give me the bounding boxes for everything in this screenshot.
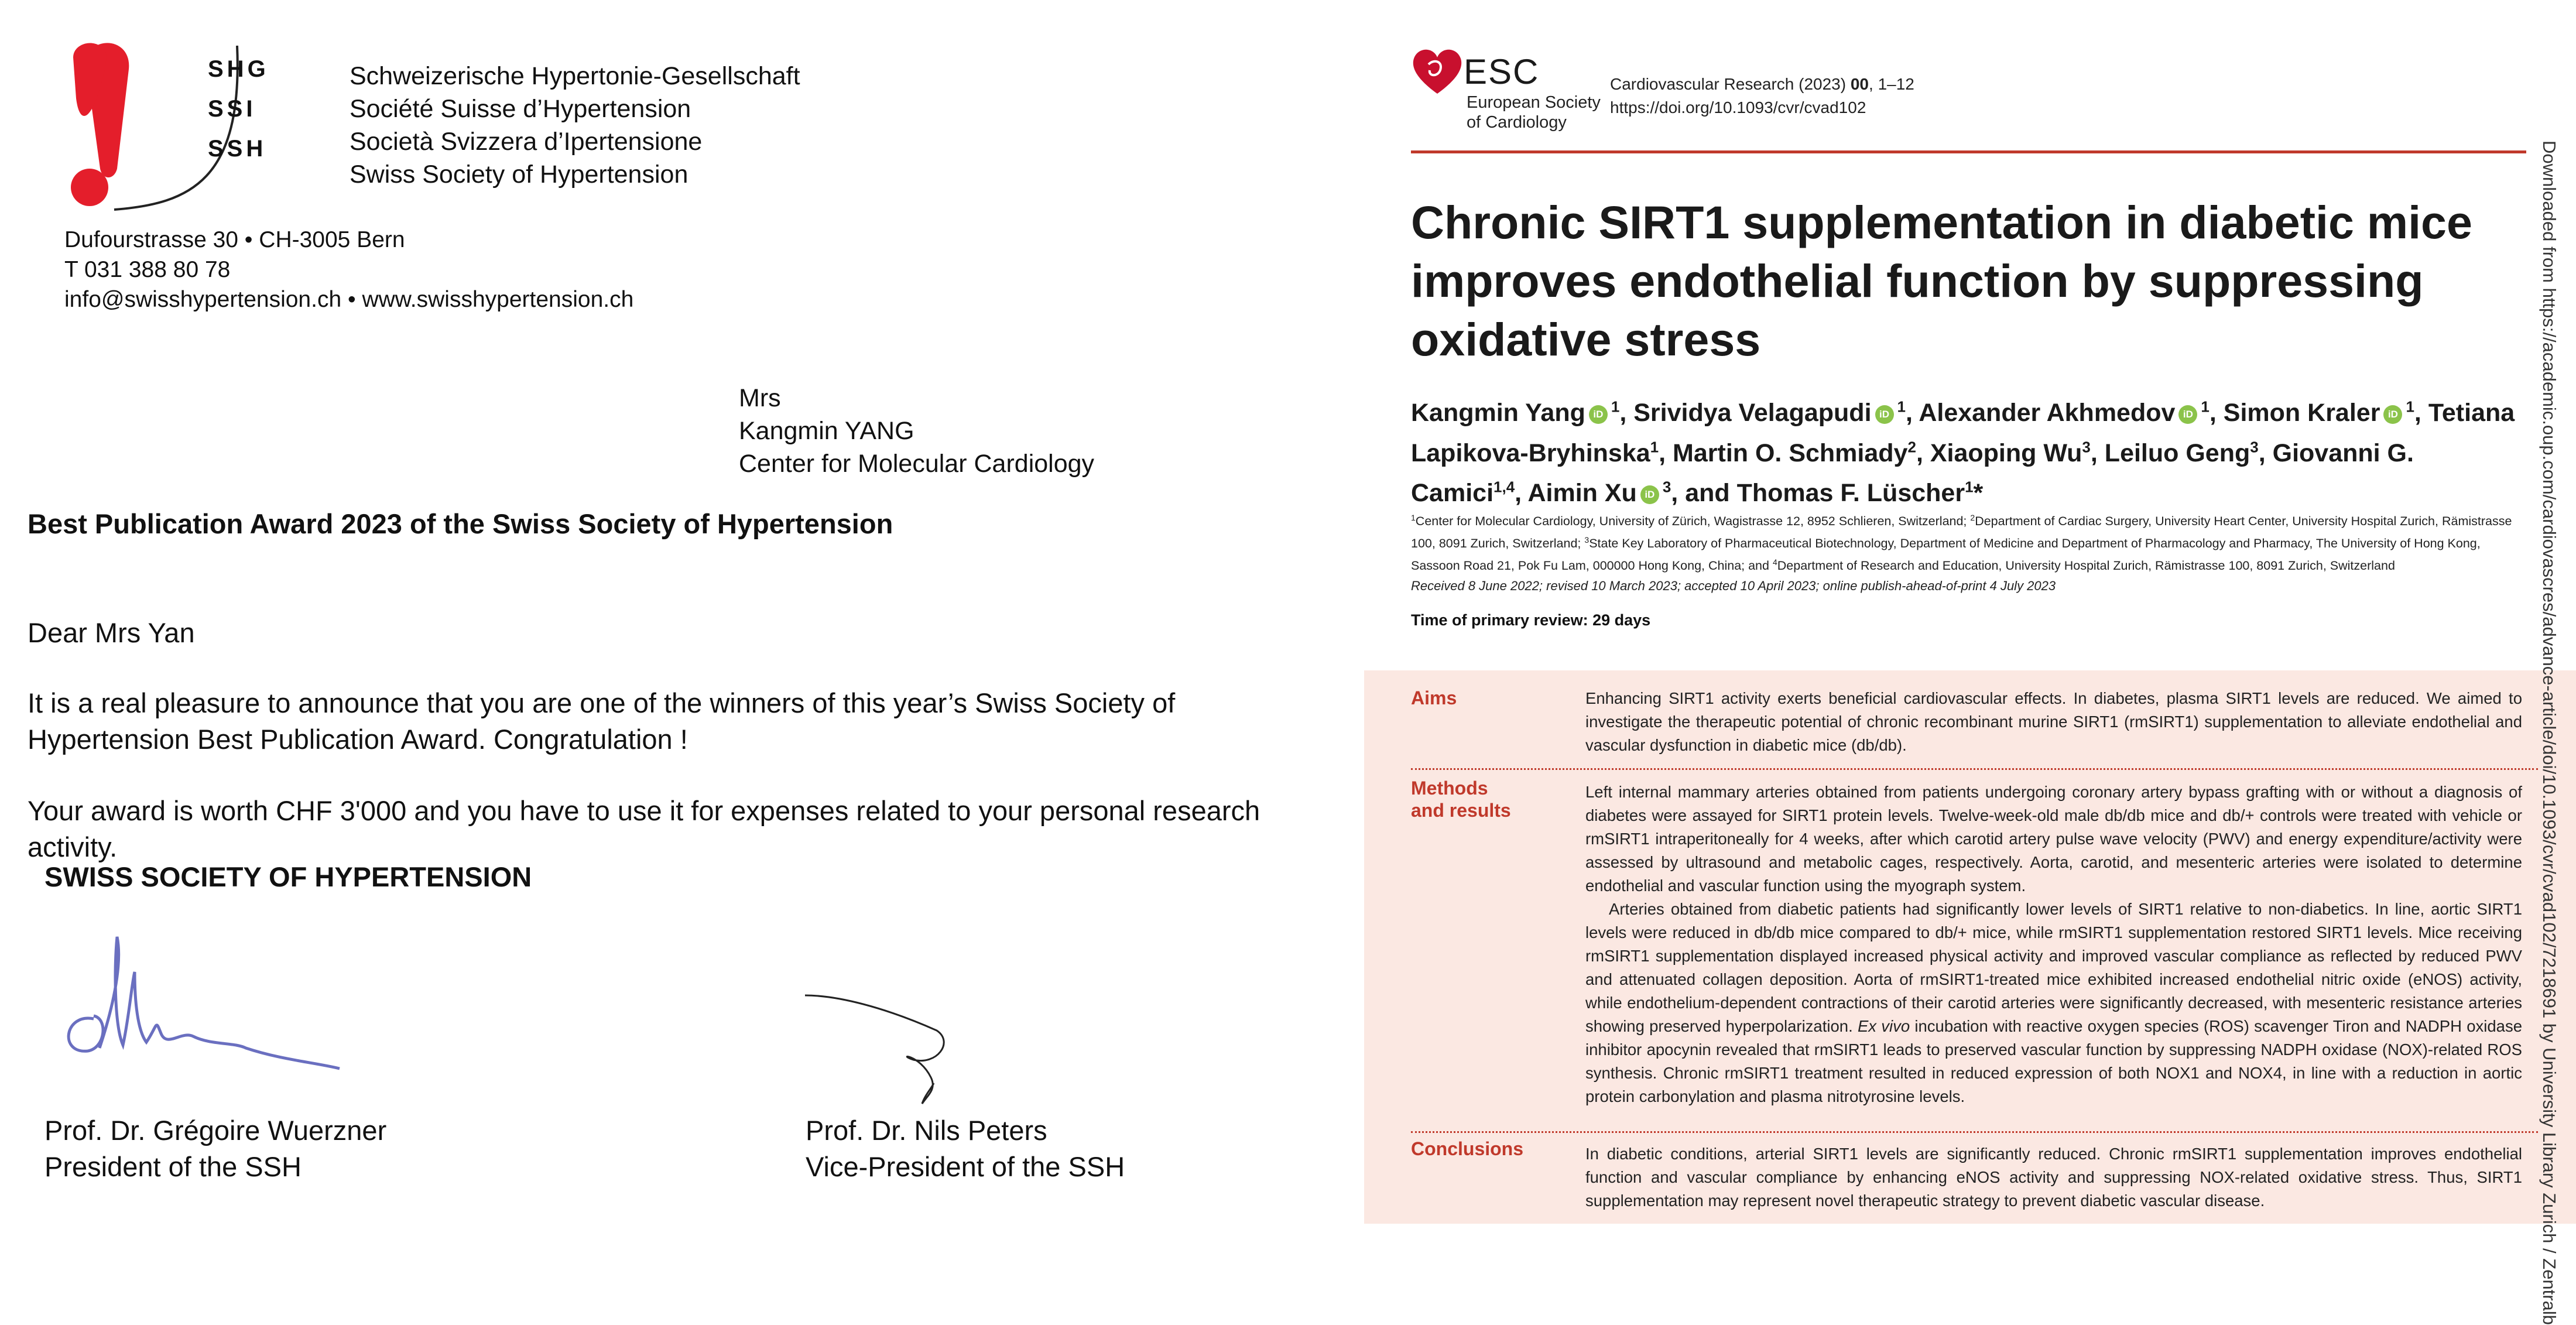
aims-text: Enhancing SIRT1 activity exerts beneficial cardiovascular effects. In diabetes, plasma SIRT1 levels are reduced. We aimed to investigate the therapeutic potential of chronic recombinant murine SIRT1 (rmSIRT1) supplementation to alleviate endothelial and vascular dysfunction in diabetic mice (db/db).: [1585, 689, 2522, 754]
orcid-icon[interactable]: iD: [2383, 405, 2402, 424]
org-name-en: Swiss Society of Hypertension: [350, 160, 688, 189]
author-affiliation-sup: 3: [2250, 438, 2259, 456]
author-affiliation-sup: 1: [1965, 478, 1974, 496]
journal-info: [1610, 73, 1914, 119]
affiliation-sup-3: 3: [1584, 535, 1590, 545]
author-separator: ,: [1515, 478, 1528, 507]
letter-subject: Best Publication Award 2023 of the Swiss Society of Hypertension: [28, 508, 893, 539]
author-name: Aimin Xu: [1527, 478, 1637, 507]
methods-paragraph-1: Left internal mammary arteries obtained from patients undergoing coronary artery bypass grafting with or without a diagnosis of diabetes were assayed for SIRT1 protein levels. Twelve-week-old male db/db mice and db/+ controls were treated with vehicle or rmSIRT1 intraperitoneally for 4 weeks, after which carotid artery pulse wave velocity (PWV) and energy expenditure/activity were assessed by ultrasound and metabolic cages, respectively. Aorta, carotid, and mesenteric arteries were isolated to determine endothelial and vascular function using the myograph system.: [1585, 783, 2522, 895]
author-6: [1673, 439, 1930, 467]
affiliation-4: Department of Research and Education, University Hospital Zurich, Rämistrasse 100, 8091 Zurich, Switzerland: [1777, 559, 2395, 573]
author-separator: *: [1973, 478, 1984, 507]
author-name: Giovanni G. Camici: [1411, 439, 2414, 507]
recipient-block: [739, 382, 1094, 480]
affiliation-sup-2: 2: [1970, 513, 1975, 522]
author-affiliation-sup: 1: [2406, 398, 2414, 416]
received-dates: Received 8 June 2022; revised 10 March 2023; accepted 10 April 2023; online publish-ahead-of-print 4 July 2023: [1411, 578, 2056, 593]
author-affiliation-sup: 1: [1611, 398, 1620, 416]
abstract-divider-2: [1411, 1131, 2538, 1133]
author-separator: ,: [1916, 439, 1930, 467]
author-name: Srividya Velagapudi: [1633, 399, 1872, 427]
author-name: Alexander Akhmedov: [1919, 399, 2176, 427]
review-time: Time of primary review: 29 days: [1411, 611, 1651, 629]
author-separator: ,: [1619, 399, 1634, 427]
paper-title: Chronic SIRT1 supplementation in diabetic mice improves endothelial function by suppressing oxidative stress: [1411, 196, 2472, 365]
conclusions-label: Conclusions: [1411, 1138, 1524, 1159]
recipient-title: Mrs: [739, 384, 781, 412]
signer-1-name: Prof. Dr. Grégoire Wuerzner: [44, 1115, 387, 1146]
orcid-icon[interactable]: iD: [2178, 405, 2197, 424]
orcid-icon[interactable]: iD: [1589, 405, 1608, 424]
author-11: [1737, 479, 1984, 507]
orcid-icon[interactable]: iD: [1875, 405, 1894, 424]
logo-letters-3: SSH: [208, 136, 267, 162]
author-name: Tetiana Lapikova-Bryhinska: [1411, 399, 2515, 467]
author-1: [1411, 399, 1633, 427]
author-affiliation-sup: 3: [2082, 438, 2091, 456]
org-name-it: Società Svizzera d’Ipertensione: [350, 128, 703, 156]
logo-letters-1: SHG: [208, 56, 269, 82]
author-name: Thomas F. Lüscher: [1736, 478, 1965, 507]
author-3: [1919, 399, 2223, 427]
author-8: [2105, 439, 2273, 467]
author-affiliation-sup: 1: [1650, 438, 1659, 456]
signature-wuerzner: [59, 931, 345, 1083]
methods-paragraph-2: [1585, 898, 2522, 1108]
esc-sub-2: of Cardiology: [1467, 113, 1567, 132]
logo-letters-2: SSI: [208, 96, 256, 122]
author-name: Leiluo Geng: [2104, 439, 2250, 467]
address-street: Dufourstrasse 30 • CH-3005 Bern: [64, 227, 405, 252]
author-name: Kangmin Yang: [1411, 399, 1585, 427]
affiliation-3: State Key Laboratory of Pharmaceutical Biotechnology, Department of Medicine and Department of Pharmacology and Pharmacy, The University of Hong Kong, Sassoon Road 21, Pok Fu Lam, 000000 Hong Kong, China; and: [1411, 536, 2481, 573]
author-name: Simon Kraler: [2223, 399, 2380, 427]
aims-label: Aims: [1411, 687, 1457, 708]
recipient-name: Kangmin YANG: [739, 417, 914, 445]
author-10: [1527, 479, 1736, 507]
affiliation-sup-4: 4: [1772, 557, 1777, 567]
signer-2: [806, 1112, 1125, 1185]
signature-peters: [802, 990, 966, 1112]
author-affiliation-sup: 1,4: [1493, 478, 1515, 496]
author-separator: ,: [2414, 399, 2428, 427]
award-letter: [0, 0, 1347, 1224]
signer-2-role: Vice-President of the SSH: [806, 1151, 1125, 1182]
author-separator: , and: [1671, 478, 1737, 507]
journal-volume: 00: [1850, 75, 1869, 93]
esc-sub-1: European Society: [1467, 93, 1601, 112]
author-affiliation-sup: 1: [1897, 398, 1906, 416]
society-name: SWISS SOCIETY OF HYPERTENSION: [44, 861, 532, 892]
affiliations: [1411, 508, 2526, 575]
doi-link[interactable]: https://doi.org/10.1093/cvr/cvad102: [1610, 98, 1866, 117]
esc-full-name: [1467, 93, 1601, 132]
author-separator: ,: [2209, 399, 2224, 427]
author-7: [1930, 439, 2105, 467]
organization-names: [350, 60, 800, 191]
affiliation-sup-1: 1: [1411, 513, 1416, 522]
orcid-icon[interactable]: iD: [1640, 485, 1659, 504]
author-separator: ,: [2258, 439, 2273, 467]
methods-italic: Ex vivo: [1857, 1017, 1910, 1035]
esc-heart-icon: [1411, 47, 1464, 95]
body-paragraph-1: It is a real pleasure to announce that you are one of the winners of this year’s Swiss Society of Hypertension Best Publication Award. Congratulation !: [28, 687, 1176, 755]
author-name: Martin O. Schmiady: [1673, 439, 1908, 467]
author-separator: ,: [1659, 439, 1673, 467]
abstract-divider-1: [1411, 768, 2538, 770]
download-notice: Downloaded from https://academic.oup.com/cardiovascres/advance-article/doi/10.1093/cvr/cvad102/7218691 by University Library Zurich / Zentralb: [2539, 141, 2560, 1325]
methods-label-2: and results: [1411, 800, 1511, 821]
author-2: [1633, 399, 1919, 427]
author-4: [2224, 399, 2428, 427]
signer-1-role: President of the SSH: [44, 1151, 302, 1182]
methods-label: [1411, 777, 1511, 821]
conclusions-text: In diabetic conditions, arterial SIRT1 levels are significantly reduced. Chronic rmSIRT1 supplementation improves endothelial function and vascular compliance by enhancing eNOS activity and suppressing NOX-related oxidative stress. Thus, SIRT1 supplementation may represent novel therapeutic strategy to prevent diabetic vascular disease.: [1585, 1145, 2522, 1210]
paper-first-page: [1364, 0, 2576, 1325]
salutation: Dear Mrs Yan: [28, 617, 195, 648]
body-paragraph-2: Your award is worth CHF 3'000 and you have to use it for expenses related to your personal research activity.: [28, 795, 1260, 862]
signer-1: [44, 1112, 386, 1185]
address-email-web: info@swisshypertension.ch • www.swisshypertension.ch: [64, 287, 634, 312]
journal-pages: , 1–12: [1869, 75, 1914, 93]
methods-label-1: Methods: [1411, 778, 1488, 799]
author-affiliation-sup: 3: [1662, 478, 1671, 496]
journal-name: Cardiovascular Research (2023): [1610, 75, 1847, 93]
address-phone: T 031 388 80 78: [64, 257, 231, 282]
author-affiliation-sup: 1: [2201, 398, 2210, 416]
header-rule: [1411, 150, 2526, 153]
journal-citation: [1610, 73, 1914, 96]
esc-name: ESC: [1464, 52, 1540, 91]
structured-abstract: [1364, 670, 2576, 1224]
signer-2-name: Prof. Dr. Nils Peters: [806, 1115, 1047, 1146]
author-affiliation-sup: 2: [1907, 438, 1916, 456]
affiliation-2: Department of Cardiac Surgery, University Heart Center, University Hospital Zurich, Rämistrasse 100, 8091 Zurich, Switzerland;: [1411, 514, 2512, 551]
shg-ssi-ssh-logo: [61, 34, 269, 215]
author-separator: ,: [2090, 439, 2105, 467]
org-name-de: Schweizerische Hypertonie-Gesellschaft: [350, 62, 800, 90]
author-separator: ,: [1906, 399, 1919, 427]
author-list: [1411, 390, 2526, 510]
methods-paragraph-2a: Arteries obtained from diabetic patients had significantly lower levels of SIRT1 relative to non-diabetics. In line, aortic SIRT1 levels were reduced in db/db mice compared to db/+ mice, while rmSIRT1 supplementation restored SIRT1 levels. Mice receiving rmSIRT1 supplementation displayed increased physical activity and improved vascular compliance as reflected by reduced PWV and attenuated collagen deposition. Aorta of rmSIRT1-treated mice exhibited increased endothelial nitric oxide (eNOS) activity, while endothelium-dependent contractions of their carotid arteries were significantly decreased, with mesenteric resistance arteries showing preserved hyperpolarization.: [1585, 900, 2522, 1035]
affiliation-1: Center for Molecular Cardiology, University of Zürich, Wagistrasse 12, 8952 Schlieren, Switzerland;: [1415, 514, 1971, 529]
download-notice-margin: [2539, 141, 2576, 1325]
sender-address: [64, 225, 633, 314]
methods-text: [1585, 780, 2522, 1108]
org-name-fr: Société Suisse d’Hypertension: [350, 95, 691, 123]
author-name: Xiaoping Wu: [1930, 439, 2082, 467]
recipient-institution: Center for Molecular Cardiology: [739, 450, 1095, 478]
methods-paragraph-2b: incubation with reactive oxygen species (ROS) scavenger Tiron and NADPH oxidase inhibitor apocynin revealed that rmSIRT1 leads to preserved vascular function by suppressing NADPH oxidase (NOX)-related ROS synthesis. Chronic rmSIRT1 treatment resulted in reduced expression of both NOX1 and NOX4, in line with a reduction in aortic protein carbonylation and plasma nitrotyrosine levels.: [1585, 1017, 2522, 1105]
